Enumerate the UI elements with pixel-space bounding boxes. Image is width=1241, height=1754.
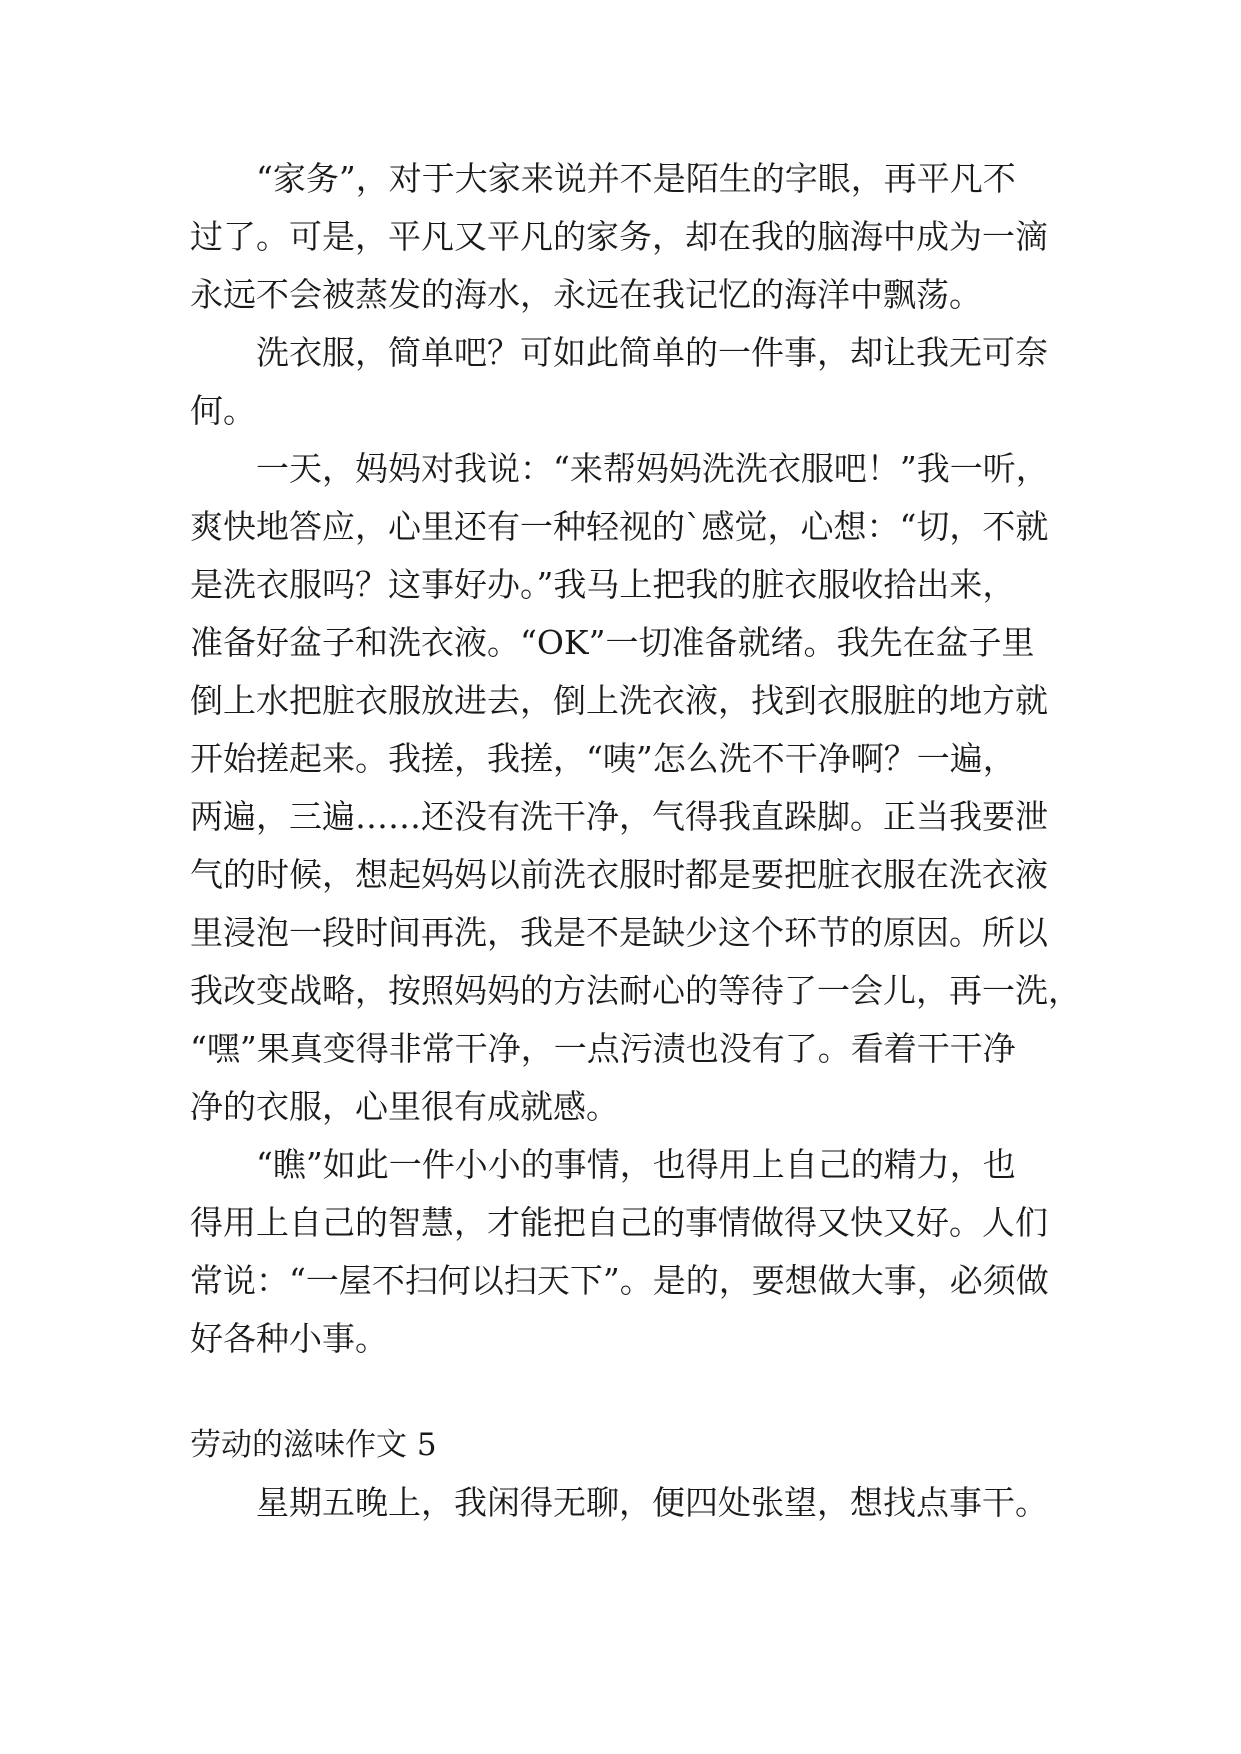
text-line: 永远不会被蒸发的海水，永远在我记忆的海洋中飘荡。 [190, 275, 982, 314]
text-line: 准备好盆子和洗衣液。“OK”一切准备就绪。我先在盆子里 [190, 623, 1035, 662]
text-line: 我改变战略，按照妈妈的方法耐心的等待了一会儿，再一洗， [190, 971, 1081, 1010]
text-line: 开始搓起来。我搓，我搓，“咦”怎么洗不干净啊？一遍， [190, 739, 1016, 778]
document-body [190, 150, 1081, 1532]
text-line: 净的衣服，心里很有成就感。 [190, 1087, 619, 1126]
section-spacer [190, 1368, 1050, 1416]
text-line: 是洗衣服吗？这事好办。”我马上把我的脏衣服收拾出来， [190, 565, 1016, 604]
text-line: 好各种小事。 [190, 1319, 388, 1358]
section-title: 劳动的滋味作文 5 [190, 1427, 437, 1463]
paragraph-2 [190, 324, 1050, 440]
text-line: 气的时候，想起妈妈以前洗衣服时都是要把脏衣服在洗衣液 [190, 855, 1048, 894]
text-line: 洗衣服，简单吧？可如此简单的一件事，却让我无可奈 [256, 333, 1048, 372]
paragraph-3 [190, 440, 1081, 1136]
text-line: 何。 [190, 391, 256, 430]
paragraph-1 [190, 150, 1050, 324]
text-line: 一天，妈妈对我说：“来帮妈妈洗洗衣服吧！”我一听， [256, 449, 1049, 488]
text-line: 里浸泡一段时间再洗，我是不是缺少这个环节的原因。所以 [190, 913, 1048, 952]
paragraph-5 [190, 1474, 1050, 1532]
text-line: “家务”，对于大家来说并不是陌生的字眼，再平凡不 [256, 159, 1016, 198]
text-line: 两遍，三遍……还没有洗干净，气得我直跺脚。正当我要泄 [190, 797, 1048, 836]
text-line: 得用上自己的智慧，才能把自己的事情做得又快又好。人们 [190, 1203, 1048, 1242]
text-line: “嘿”果真变得非常干净，一点污渍也没有了。看着干干净 [190, 1029, 1016, 1068]
text-line: 倒上水把脏衣服放进去，倒上洗衣液，找到衣服脏的地方就 [190, 681, 1048, 720]
text-line: “瞧”如此一件小小的事情，也得用上自己的精力，也 [256, 1145, 1016, 1184]
text-line: 常说：“一屋不扫何以扫天下”。是的，要想做大事，必须做 [190, 1261, 1049, 1300]
text-line: 过了。可是，平凡又平凡的家务，却在我的脑海中成为一滴 [190, 217, 1048, 256]
text-line: 星期五晚上，我闲得无聊，便四处张望，想找点事干。 [256, 1483, 1048, 1522]
text-line: 爽快地答应，心里还有一种轻视的`感觉，心想：“切，不就 [190, 507, 1049, 546]
paragraph-4 [190, 1136, 1050, 1368]
